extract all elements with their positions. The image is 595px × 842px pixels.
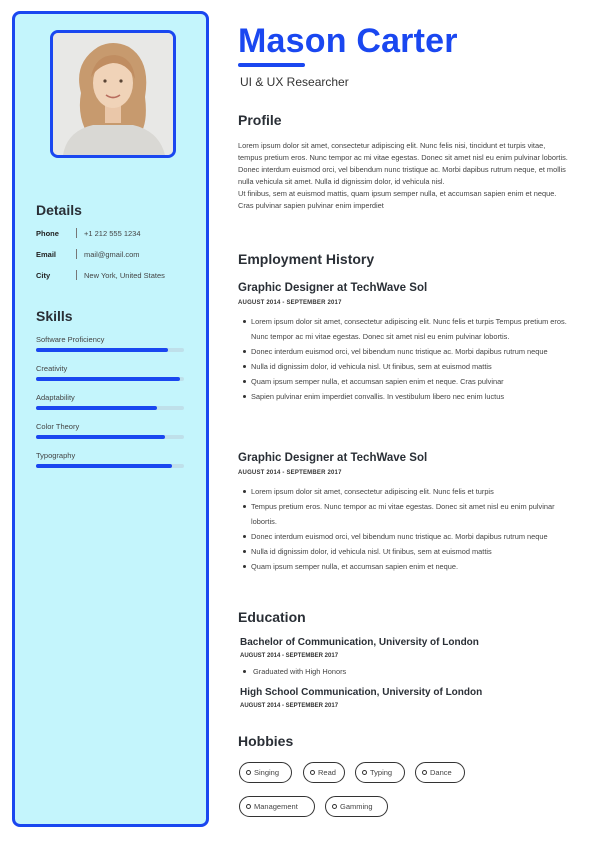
- skill-bar-fill: [36, 348, 168, 352]
- hobby-tag: [303, 762, 345, 783]
- skill-bar-fill: [36, 377, 180, 381]
- profile-text: Lorem ipsum dolor sit amet, consectetur adipiscing elit. Nunc felis nisi, tincidunt et turpis vitae, tempus pretium eros. Nunc tempor ac mi vitae egestas. Donec sit amet nisl eu enim pulvinar lobortis. Donec interdum euismod orci, vel bibendum nunc tristique ac. Morbi dapibus rutrum neque, et mollis nulla vehicula sit amet. Nulla id dignissim dolor, id vehicula nisl. Ut finibus, sem at euismod mattis, quam ipsum semper nulla, et accumsan sapien enim et neque. Cras pulvinar sapien pulvinar enim imperdiet: [238, 141, 568, 210]
- education-note: Graduated with High Honors: [242, 667, 346, 676]
- hobby-tag: [239, 796, 315, 817]
- list-item: Nulla id dignissim dolor, id vehicula nisl. Ut finibus, sem at euismod mattis: [238, 544, 568, 559]
- list-item: Quam ipsum semper nulla, et accumsan sapien enim et neque. Cras pulvinar: [238, 374, 568, 389]
- detail-email: [36, 250, 196, 264]
- skill-item: [36, 393, 184, 415]
- name-underline: [238, 63, 305, 67]
- detail-label: Phone: [36, 229, 59, 238]
- list-item: Quam ipsum semper nulla, et accumsan sapien enim et neque.: [238, 559, 568, 574]
- job-entry-date: AUGUST 2014 - SEPTEMBER 2017: [238, 470, 342, 476]
- bullet-icon: [422, 770, 427, 775]
- profile-heading: Profile: [238, 112, 282, 128]
- hobby-label: Dance: [430, 768, 452, 777]
- education-date: AUGUST 2014 - SEPTEMBER 2017: [240, 703, 339, 709]
- job-title: UI & UX Researcher: [240, 75, 349, 89]
- skill-item: [36, 335, 184, 357]
- skill-item: [36, 422, 184, 444]
- employment-heading: Employment History: [238, 251, 375, 267]
- list-item: Lorem ipsum dolor sit amet, consectetur adipiscing elit. Nunc felis et turpis: [238, 484, 568, 499]
- list-item: Lorem ipsum dolor sit amet, consectetur adipiscing elit. Nunc felis et turpis Tempus pretium eros. Nunc tempor ac mi vitae egestas. Donec sit amet nisl eu enim pulvinar lobortis.: [238, 314, 568, 344]
- skill-bar: [36, 406, 184, 410]
- skill-bar-fill: [36, 406, 157, 410]
- skill-name: Color Theory: [36, 422, 80, 431]
- education-heading: Education: [238, 609, 306, 625]
- list-item: Tempus pretium eros. Nunc tempor ac mi vitae egestas. Donec sit amet nisl eu enim pulvinar lobortis.: [238, 499, 568, 529]
- detail-phone: [36, 229, 196, 243]
- skill-bar: [36, 377, 184, 381]
- detail-city: [36, 271, 196, 285]
- separator: [76, 270, 77, 280]
- education-date: AUGUST 2014 - SEPTEMBER 2017: [240, 653, 339, 659]
- job-bullets: [238, 314, 568, 404]
- bullet-icon: [332, 804, 337, 809]
- sidebar: [12, 11, 209, 827]
- candidate-name: Mason Carter: [238, 22, 458, 60]
- job-entry-date: AUGUST 2014 - SEPTEMBER 2017: [238, 300, 342, 306]
- portrait-image: [53, 33, 173, 155]
- skill-name: Adaptability: [36, 393, 75, 402]
- details-heading: Details: [36, 202, 82, 218]
- bullet-icon: [310, 770, 315, 775]
- hobby-label: Singing: [254, 768, 280, 777]
- hobby-tag: [325, 796, 388, 817]
- list-item: Donec interdum euismod orci, vel bibendum nunc tristique ac. Morbi dapibus rutrum neque: [238, 529, 568, 544]
- skill-name: Creativity: [36, 364, 68, 373]
- skills-heading: Skills: [36, 308, 73, 324]
- skill-bar: [36, 348, 184, 352]
- job-bullets: [238, 484, 568, 574]
- list-item: Nulla id dignissim dolor, id vehicula nisl. Ut finibus, sem at euismod mattis: [238, 359, 568, 374]
- education-title: High School Communication, University of London: [240, 687, 483, 698]
- hobby-label: Typing: [370, 768, 393, 777]
- bullet-icon: [246, 804, 251, 809]
- skill-bar: [36, 435, 184, 439]
- job-entry-title: Graphic Designer at TechWave Sol: [238, 452, 428, 464]
- separator: [76, 249, 77, 259]
- list-item: Donec interdum euismod orci, vel bibendum nunc tristique ac. Morbi dapibus rutrum neque: [238, 344, 568, 359]
- skill-bar-fill: [36, 464, 172, 468]
- skill-bar-fill: [36, 435, 165, 439]
- hobby-tag: [355, 762, 405, 783]
- detail-label: Email: [36, 250, 57, 259]
- skill-name: Typography: [36, 451, 76, 460]
- skill-item: [36, 451, 184, 473]
- profile-photo: [50, 30, 176, 158]
- job-entry-title: Graphic Designer at TechWave Sol: [238, 282, 428, 294]
- education-title: Bachelor of Communication, University of London: [240, 637, 479, 648]
- hobbies-heading: Hobbies: [238, 733, 294, 749]
- detail-value: mail@gmail.com: [84, 250, 140, 259]
- detail-value: +1 212 555 1234: [84, 229, 141, 238]
- hobby-label: Gamming: [340, 802, 373, 811]
- detail-value: New York, United States: [84, 271, 165, 280]
- hobby-tag: [415, 762, 465, 783]
- separator: [76, 228, 77, 238]
- detail-label: City: [36, 271, 51, 280]
- list-item: Sapien pulvinar enim imperdiet convallis. In vestibulum libero nec enim luctus: [238, 389, 568, 404]
- hobby-label: Read: [318, 768, 336, 777]
- skill-name: Software Proficiency: [36, 335, 105, 344]
- bullet-icon: [362, 770, 367, 775]
- skill-item: [36, 364, 184, 386]
- bullet-icon: [246, 770, 251, 775]
- skill-bar: [36, 464, 184, 468]
- hobby-tag: [239, 762, 292, 783]
- hobby-label: Management: [254, 802, 298, 811]
